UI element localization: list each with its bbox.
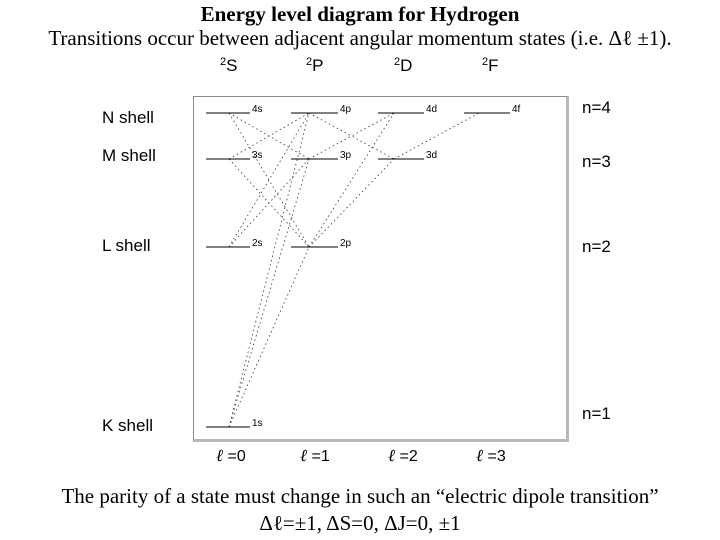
transition-3s-2p — [229, 159, 309, 247]
transition-4d-2p — [309, 113, 394, 247]
level-label-1s: 1s — [252, 418, 263, 429]
level-label-4d: 4d — [426, 104, 438, 115]
transition-3d-2p — [309, 159, 394, 247]
transition-4p-1s — [229, 113, 309, 427]
transition-3p-1s — [229, 159, 309, 427]
transition-lines — [229, 113, 479, 427]
selection-rules: Δℓ=±1, ΔS=0, ΔJ=0, ±1 — [259, 511, 461, 535]
l-value-3: ℓ =3 — [476, 446, 506, 465]
level-label-2p: 2p — [340, 238, 352, 249]
term-symbol-f: $^2$F — [482, 56, 499, 75]
level-label-4s: 4s — [252, 104, 263, 115]
l-value-1: ℓ =1 — [300, 446, 330, 465]
term-symbol-p: $^2$P — [306, 56, 324, 75]
energy-level-diagram — [194, 97, 566, 439]
n-label-3: n=3 — [582, 152, 611, 171]
page-subtitle: Transitions occur between adjacent angular momentum states (i.e. Δℓ ±1). — [48, 26, 672, 50]
level-label-4f: 4f — [512, 104, 521, 115]
page-title: Energy level diagram for Hydrogen — [200, 2, 520, 26]
l-value-0: ℓ =0 — [216, 446, 246, 465]
level-label-3s: 3s — [252, 150, 263, 161]
shell-label-l: L shell — [102, 236, 151, 255]
l-value-2: ℓ =2 — [388, 446, 418, 465]
level-label-3d: 3d — [426, 150, 438, 161]
transition-2p-1s — [229, 247, 309, 427]
level-label-4p: 4p — [340, 104, 352, 115]
shell-label-m: M shell — [102, 146, 156, 165]
term-symbol-d: $^2$D — [394, 56, 413, 75]
level-label-2s: 2s — [252, 238, 263, 249]
term-symbol-s: $^2$S — [220, 56, 238, 75]
shell-label-n: N shell — [102, 108, 154, 127]
level-label-3p: 3p — [340, 150, 352, 161]
n-label-2: n=2 — [582, 237, 611, 256]
diagram-panel — [193, 96, 569, 442]
shell-label-k: K shell — [102, 416, 154, 435]
n-label-4: n=4 — [582, 98, 611, 117]
parity-note: The parity of a state must change in such an “electric dipole transition” — [61, 484, 659, 508]
n-label-1: n=1 — [582, 404, 611, 423]
